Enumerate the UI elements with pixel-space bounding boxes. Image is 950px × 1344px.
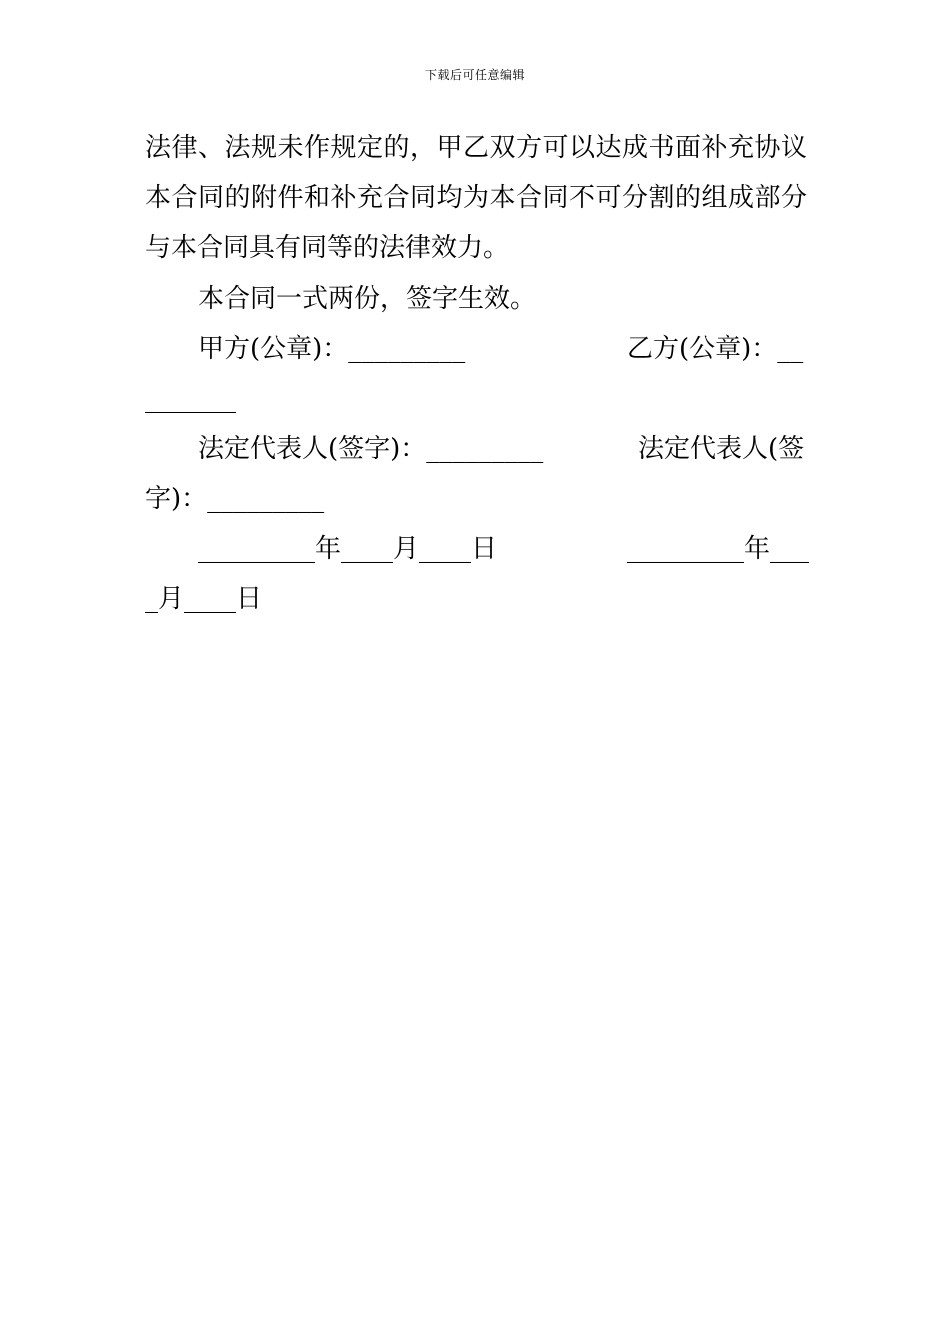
page-header: 下载后可任意编辑 xyxy=(424,68,525,82)
paragraph-line: 本合同的附件和补充合同均为本合同不可分割的组成部分 xyxy=(145,183,807,213)
paragraph-line: 与本合同具有同等的法律效力。 xyxy=(145,233,510,263)
copies-clause: 本合同一式两份，签字生效。 xyxy=(198,284,537,314)
paragraph-line: 法律、法规未作规定的，甲乙双方可以达成书面补充协议 xyxy=(145,133,807,163)
party-b-representative-continued: 字)：_________ xyxy=(145,484,325,514)
party-a-representative: 法定代表人(签字)：_________ xyxy=(198,434,544,464)
party-b-seal: 乙方(公章)：__ xyxy=(627,334,804,364)
party-b-date-continued: _月____日 xyxy=(145,584,263,614)
party-a-seal: 甲方(公章)：_________ xyxy=(198,334,466,364)
party-a-date: _________年____月____日 xyxy=(198,534,498,564)
party-b-date: _________年___ xyxy=(627,534,810,564)
party-b-representative: 法定代表人(签 xyxy=(638,434,805,464)
party-b-seal-continued: _______ xyxy=(145,384,236,414)
